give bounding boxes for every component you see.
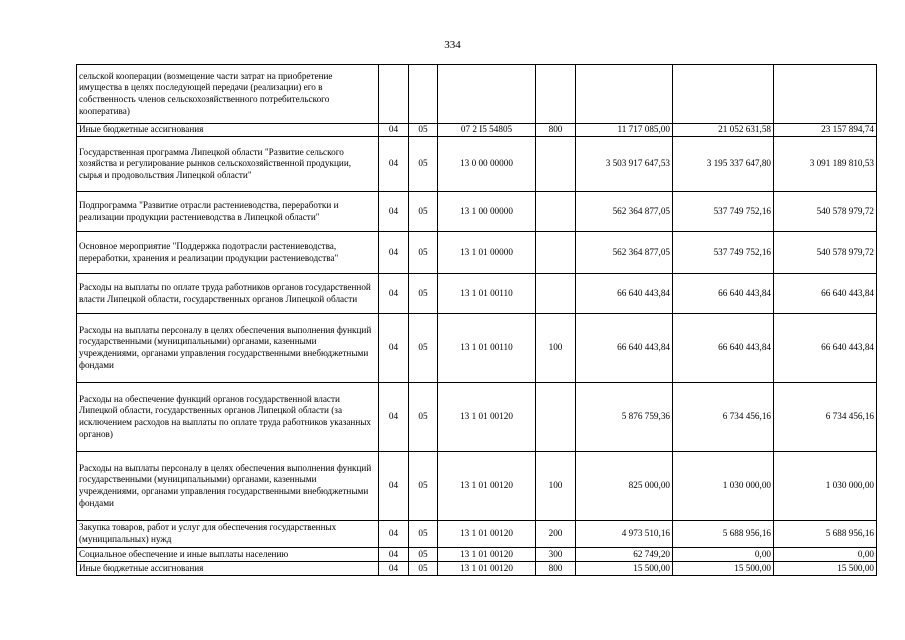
- row-amount-year1: 562 364 877,05: [576, 232, 673, 274]
- row-expense-type: [536, 192, 576, 232]
- row-expense-type: 100: [536, 314, 576, 383]
- table-row: [77, 314, 877, 383]
- row-name: Расходы на выплаты персоналу в целях обеспечения выполнения функций государственными (муниципальными) органами, казенными учреждениями, органами управления государственными внебюджетными фондами: [77, 314, 379, 383]
- row-amount-year1: 11 717 085,00: [576, 124, 673, 137]
- row-amount-year3: 6 734 456,16: [774, 383, 877, 452]
- row-section: 04: [379, 521, 409, 548]
- row-amount-year3: 66 640 443,84: [774, 274, 877, 314]
- row-expense-type: [536, 65, 576, 124]
- row-subsection: 05: [409, 383, 438, 452]
- table-row: [77, 137, 877, 192]
- row-name: Закупка товаров, работ и услуг для обеспечения государственных (муниципальных) нужд: [77, 521, 379, 548]
- row-target-article: 13 1 01 00120: [438, 452, 536, 521]
- row-subsection: 05: [409, 232, 438, 274]
- row-amount-year1: 66 640 443,84: [576, 314, 673, 383]
- row-amount-year3: 5 688 956,16: [774, 521, 877, 548]
- row-amount-year2: 5 688 956,16: [673, 521, 774, 548]
- row-expense-type: 800: [536, 562, 576, 576]
- row-name: Основное мероприятие "Поддержка подотрасли растениеводства, переработки, хранения и реализации продукции растениеводства": [77, 232, 379, 274]
- row-subsection: 05: [409, 274, 438, 314]
- row-section: 04: [379, 232, 409, 274]
- row-amount-year1: 15 500,00: [576, 562, 673, 576]
- row-target-article: 13 1 01 00120: [438, 521, 536, 548]
- row-subsection: [409, 65, 438, 124]
- row-amount-year1: 3 503 917 647,53: [576, 137, 673, 192]
- row-expense-type: 300: [536, 548, 576, 562]
- row-amount-year2: 66 640 443,84: [673, 314, 774, 383]
- row-section: 04: [379, 562, 409, 576]
- row-name: Государственная программа Липецкой области "Развитие сельского хозяйства и регулирование рынков сельскохозяйственной продукции, сырья и продовольствия Липецкой области": [77, 137, 379, 192]
- row-section: 04: [379, 548, 409, 562]
- table-row: [77, 274, 877, 314]
- row-target-article: 13 1 00 00000: [438, 192, 536, 232]
- table-row: [77, 521, 877, 548]
- table-row: [77, 562, 877, 576]
- row-subsection: 05: [409, 137, 438, 192]
- row-amount-year2: 66 640 443,84: [673, 274, 774, 314]
- table-row: [77, 383, 877, 452]
- row-section: [379, 65, 409, 124]
- row-target-article: [438, 65, 536, 124]
- row-amount-year1: [576, 65, 673, 124]
- row-subsection: 05: [409, 521, 438, 548]
- row-name: сельской кооперации (возмещение части затрат на приобретение имущества в целях последующей передачи (реализации) его в собственность членов сельскохозяйственного потребительского кооператива): [77, 65, 379, 124]
- row-target-article: 13 1 01 00120: [438, 548, 536, 562]
- row-target-article: 13 1 01 00110: [438, 314, 536, 383]
- row-amount-year3: 3 091 189 810,53: [774, 137, 877, 192]
- row-target-article: 13 1 01 00120: [438, 383, 536, 452]
- row-amount-year3: 540 578 979,72: [774, 192, 877, 232]
- row-amount-year3: 1 030 000,00: [774, 452, 877, 521]
- row-amount-year3: 15 500,00: [774, 562, 877, 576]
- row-name: Иные бюджетные ассигнования: [77, 562, 379, 576]
- table-row: [77, 452, 877, 521]
- row-amount-year1: 4 973 510,16: [576, 521, 673, 548]
- table-row: [77, 65, 877, 124]
- row-target-article: 13 0 00 00000: [438, 137, 536, 192]
- row-expense-type: 800: [536, 124, 576, 137]
- row-amount-year2: 21 052 631,58: [673, 124, 774, 137]
- row-name: Расходы на обеспечение функций органов государственной власти Липецкой области, государственных органов Липецкой области (за исключением расходов на выплаты по оплате труда работников указанных органов): [77, 383, 379, 452]
- row-section: 04: [379, 383, 409, 452]
- row-section: 04: [379, 137, 409, 192]
- row-subsection: 05: [409, 314, 438, 383]
- row-target-article: 13 1 01 00120: [438, 562, 536, 576]
- row-amount-year1: 825 000,00: [576, 452, 673, 521]
- row-amount-year1: 562 364 877,05: [576, 192, 673, 232]
- table-row: [77, 548, 877, 562]
- row-amount-year1: 5 876 759,36: [576, 383, 673, 452]
- row-expense-type: [536, 274, 576, 314]
- row-name: Социальное обеспечение и иные выплаты населению: [77, 548, 379, 562]
- row-amount-year2: 537 749 752,16: [673, 232, 774, 274]
- row-expense-type: [536, 137, 576, 192]
- row-amount-year2: [673, 65, 774, 124]
- row-section: 04: [379, 314, 409, 383]
- row-amount-year3: 23 157 894,74: [774, 124, 877, 137]
- table-row: [77, 232, 877, 274]
- row-subsection: 05: [409, 562, 438, 576]
- row-subsection: 05: [409, 548, 438, 562]
- budget-table: [76, 64, 877, 576]
- row-amount-year3: 540 578 979,72: [774, 232, 877, 274]
- row-expense-type: [536, 383, 576, 452]
- row-target-article: 13 1 01 00110: [438, 274, 536, 314]
- table-row: [77, 124, 877, 137]
- row-amount-year3: 66 640 443,84: [774, 314, 877, 383]
- row-amount-year3: [774, 65, 877, 124]
- table-row: [77, 192, 877, 232]
- row-subsection: 05: [409, 124, 438, 137]
- row-amount-year2: 3 195 337 647,80: [673, 137, 774, 192]
- row-subsection: 05: [409, 192, 438, 232]
- row-target-article: 13 1 01 00000: [438, 232, 536, 274]
- row-name: Расходы на выплаты персоналу в целях обеспечения выполнения функций государственными (муниципальными) органами, казенными учреждениями, органами управления государственными внебюджетными фондами: [77, 452, 379, 521]
- row-amount-year2: 15 500,00: [673, 562, 774, 576]
- row-amount-year3: 0,00: [774, 548, 877, 562]
- row-expense-type: 100: [536, 452, 576, 521]
- row-amount-year1: 62 749,20: [576, 548, 673, 562]
- row-section: 04: [379, 452, 409, 521]
- row-amount-year2: 1 030 000,00: [673, 452, 774, 521]
- row-expense-type: [536, 232, 576, 274]
- row-expense-type: 200: [536, 521, 576, 548]
- row-section: 04: [379, 192, 409, 232]
- row-name: Подпрограмма "Развитие отрасли растениеводства, переработки и реализации продукции растениеводства в Липецкой области": [77, 192, 379, 232]
- page-number: 334: [444, 39, 461, 51]
- row-section: 04: [379, 274, 409, 314]
- row-amount-year2: 0,00: [673, 548, 774, 562]
- row-section: 04: [379, 124, 409, 137]
- row-amount-year2: 537 749 752,16: [673, 192, 774, 232]
- row-amount-year1: 66 640 443,84: [576, 274, 673, 314]
- row-name: Расходы на выплаты по оплате труда работников органов государственной власти Липецкой области, государственных органов Липецкой области: [77, 274, 379, 314]
- row-subsection: 05: [409, 452, 438, 521]
- row-name: Иные бюджетные ассигнования: [77, 124, 379, 137]
- row-target-article: 07 2 I5 54805: [438, 124, 536, 137]
- row-amount-year2: 6 734 456,16: [673, 383, 774, 452]
